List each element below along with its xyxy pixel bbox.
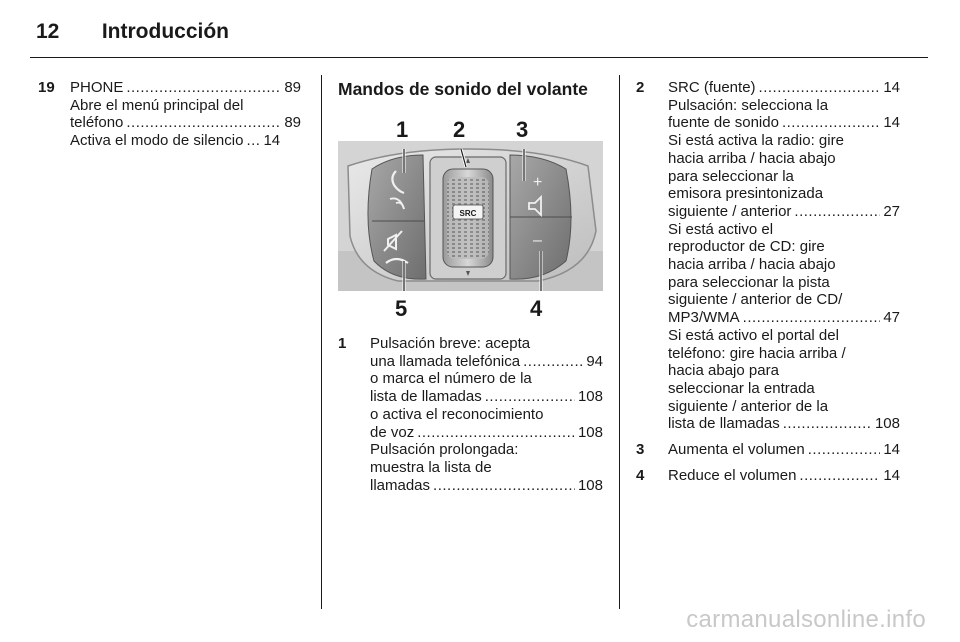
entry-line: MP3/WMA ..... 47 — [668, 309, 900, 327]
entry-line: siguiente / anterior de CD/ — [668, 291, 843, 309]
column-3 — [636, 79, 900, 484]
entry-line: lista de llamadas ..... 108 — [668, 415, 900, 433]
src-label: SRC — [459, 209, 477, 218]
entry-number: 2 — [636, 79, 645, 96]
entry-line: una llamada telefónica ..... 94 — [370, 353, 603, 371]
entry-line: o marca el número de la — [370, 370, 532, 388]
callout-3: 3 — [516, 117, 529, 142]
callout-5: 5 — [395, 296, 408, 321]
page-ref: 108 — [577, 476, 603, 494]
page-ref: 47 — [883, 309, 900, 327]
page-ref: 108 — [577, 423, 603, 441]
entry-line: teléfono ..... 89 — [70, 114, 301, 132]
entry-line: hacia arriba / hacia abajo — [668, 149, 836, 167]
page-ref: 14 — [883, 114, 900, 132]
entry-line: Pulsación: selecciona la — [668, 96, 829, 114]
entry-number: 3 — [636, 441, 645, 459]
steering-wheel-controls-figure — [338, 111, 603, 323]
steering-controls-illustration — [338, 111, 603, 323]
column-2 — [338, 79, 603, 494]
entry-4 — [636, 467, 900, 485]
page-ref: 94 — [586, 352, 603, 370]
page-ref: 14 — [883, 466, 900, 484]
entry-line: Si está activo el — [668, 220, 774, 238]
entry-line: para seleccionar la pista — [668, 273, 830, 291]
entry-line: Si está activa la radio: gire — [668, 132, 844, 150]
section-title: Mandos de sonido del volante — [338, 79, 588, 99]
entry-line: hacia arriba / hacia abajo — [668, 256, 836, 274]
entry-line: emisora presintonizada — [668, 185, 824, 203]
entry-line: SRC (fuente) ..... 14 — [668, 79, 900, 97]
entry-2 — [636, 79, 900, 433]
entry-line: Si está activo el portal del — [668, 326, 839, 344]
page-ref: 14 — [263, 132, 281, 150]
column-divider-1 — [321, 75, 322, 609]
header-rule — [30, 57, 928, 58]
entry-line: siguiente / anterior de la — [668, 397, 829, 415]
page-title: Introducción — [101, 20, 230, 43]
entry-line: fuente de sonido ..... 14 — [668, 114, 900, 132]
entry-19 — [38, 79, 301, 150]
entry-line: Pulsación breve: acepta — [370, 335, 531, 352]
page-number: 12 — [36, 20, 60, 43]
entry-line: para seleccionar la — [668, 167, 794, 185]
entry-line: Pulsación prolongada: — [370, 441, 519, 459]
entry-line: teléfono: gire hacia arriba / — [668, 344, 846, 362]
callout-1: 1 — [396, 117, 409, 142]
entry-line: Abre el menú principal del — [70, 96, 244, 114]
entry-line: lista de llamadas ..... 108 — [370, 388, 603, 406]
entry-number: 1 — [338, 335, 347, 352]
entry-line: Reduce el volumen ..... 14 — [668, 467, 900, 485]
entry-line: Aumenta el volumen ..... 14 — [668, 441, 900, 459]
entry-line: o activa el reconocimiento — [370, 405, 544, 423]
entry-3 — [636, 441, 900, 459]
page-ref: 108 — [874, 415, 900, 433]
entry-line: llamadas ..... 108 — [370, 477, 603, 495]
entry-line: siguiente / anterior ..... 27 — [668, 203, 900, 221]
entry-line: hacia abajo para — [668, 362, 779, 380]
volume-down-icon: – — [533, 232, 542, 249]
phone-button-pad — [368, 155, 426, 279]
entry-line: seleccionar la entrada — [668, 379, 815, 397]
entry-1 — [338, 335, 603, 494]
page-ref: 89 — [284, 79, 301, 96]
callout-2: 2 — [453, 117, 466, 142]
column-1 — [38, 79, 301, 150]
callout-4: 4 — [530, 296, 543, 321]
page-ref: 27 — [883, 202, 900, 220]
entry-line: reproductor de CD: gire — [668, 238, 825, 256]
page-header — [36, 20, 229, 44]
entry-number: 19 — [38, 79, 55, 96]
page-ref: 89 — [284, 114, 301, 132]
entry-line: de voz ..... 108 — [370, 424, 603, 442]
page-ref: 108 — [577, 388, 603, 406]
entry-line: Activa el modo de silencio ..... 14 — [70, 132, 301, 150]
page-ref: 14 — [883, 79, 900, 96]
volume-up-icon: + — [533, 174, 543, 191]
page-ref: 14 — [883, 441, 900, 459]
watermark: carmanualsonline.info — [686, 606, 926, 633]
entry-line: muestra la lista de — [370, 458, 492, 476]
entry-number: 4 — [636, 466, 645, 484]
column-divider-2 — [619, 75, 620, 609]
entry-line: PHONE ..... 89 — [70, 79, 301, 97]
